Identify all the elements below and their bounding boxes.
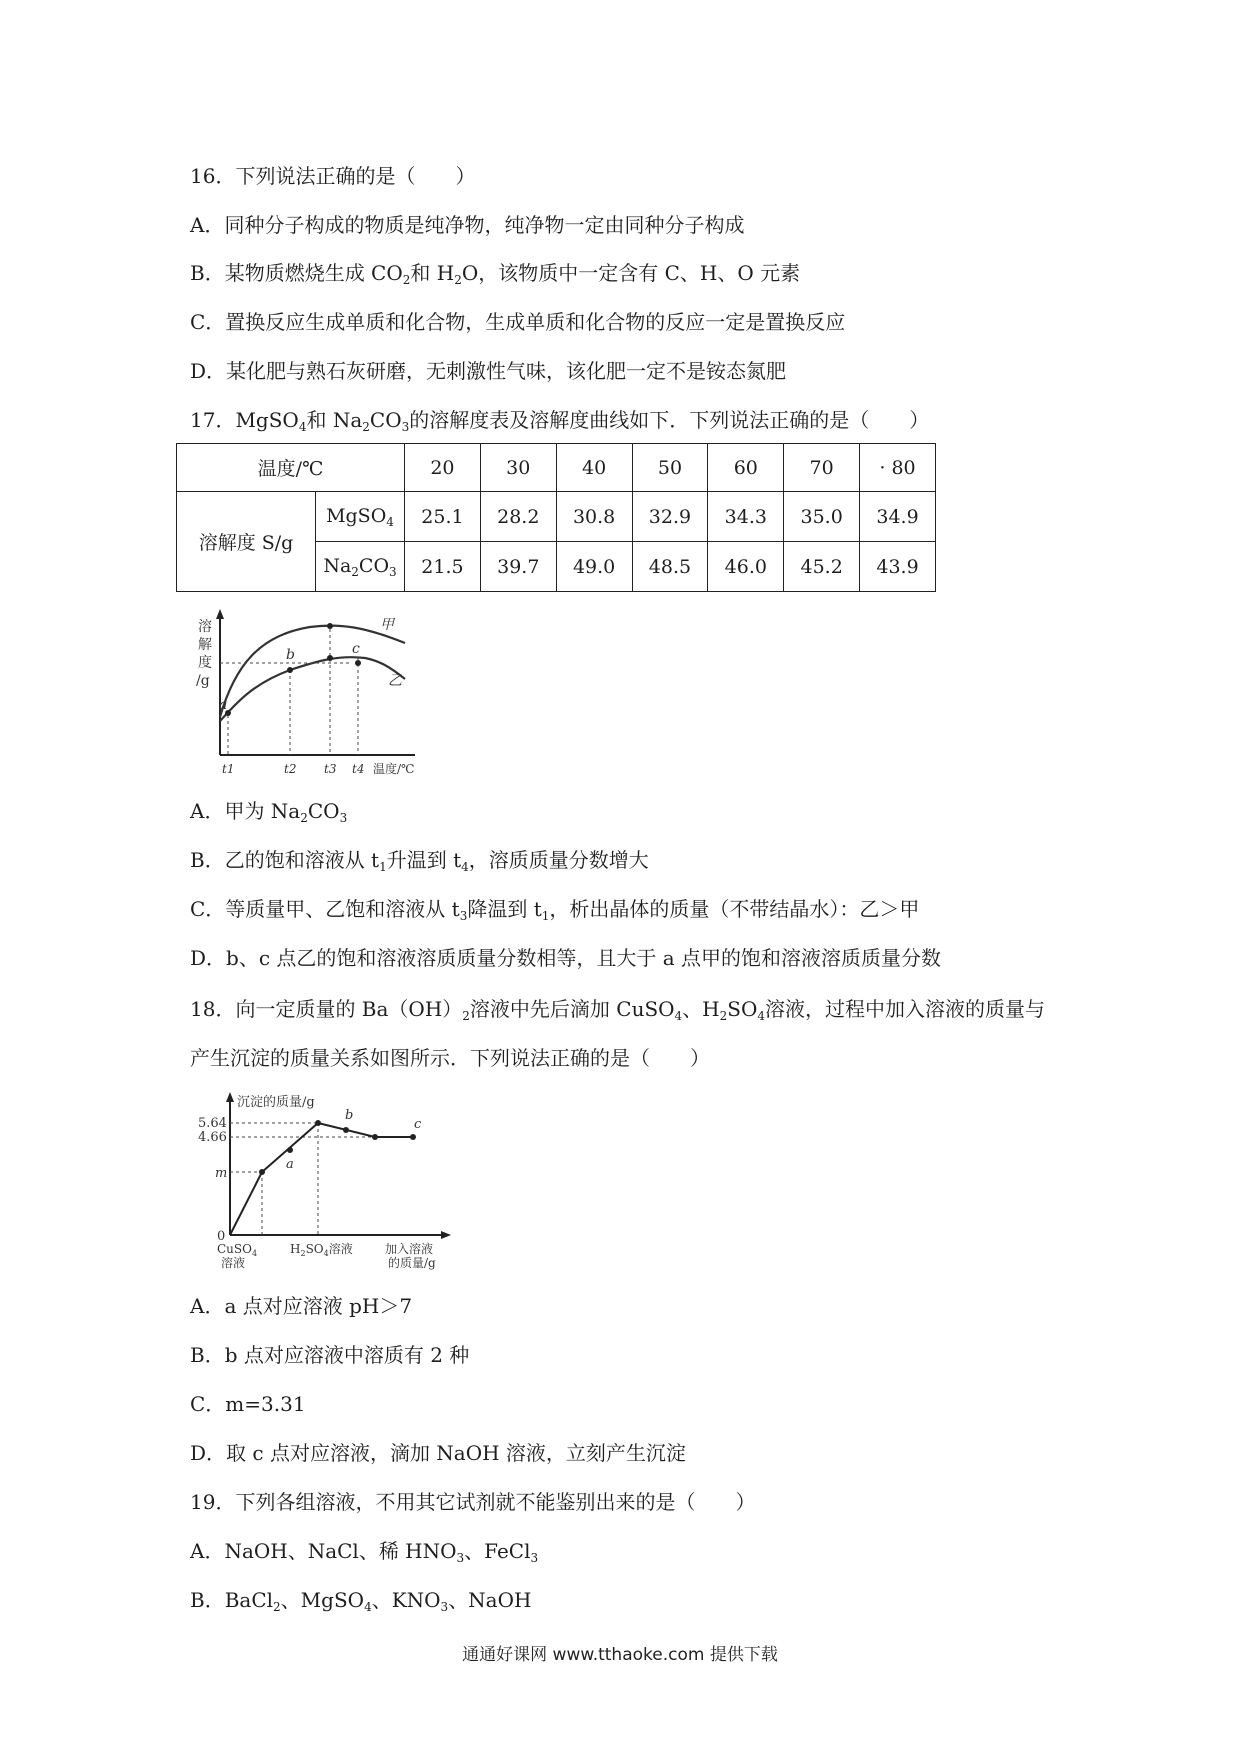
- q18-option-c: C．m=3.31: [190, 1392, 306, 1416]
- curve-label-yi: 乙: [388, 673, 402, 689]
- point-label-a: a: [219, 697, 228, 713]
- data-point: [315, 1120, 321, 1126]
- value-cell: 48.5: [632, 542, 708, 592]
- q18-stem-line1: 18．向一定质量的 $Ba(OH)_2$溶液中先后滴加 CuSO$_4$、$H_2SO_4$溶液，过程中加入溶液的质量与: [190, 997, 1046, 1023]
- tick-t1: t1: [222, 762, 235, 776]
- x-axis-arrow: [441, 1231, 451, 1239]
- q18-option-d: D．取 c 点对应溶液，滴加 NaOH 溶液，立刻产生沉淀: [190, 1441, 686, 1465]
- value-cell: 43.9: [860, 542, 936, 592]
- y-axis-arrow: [226, 1092, 234, 1102]
- q16-stem: 16．下列说法正确的是（ ）: [190, 164, 476, 188]
- point-mid: [327, 655, 333, 661]
- value-cell: 46.0: [708, 542, 784, 592]
- q17-option-a: A．甲为 $Na_2CO_3$: [190, 799, 348, 825]
- q16-option-a: A．同种分子构成的物质是纯净物，纯净物一定由同种分子构成: [190, 213, 745, 237]
- temp-cell: 70: [784, 444, 860, 492]
- point-label-b: b: [286, 647, 295, 663]
- point-label-b: b: [345, 1108, 354, 1123]
- value-cell: 25.1: [405, 492, 481, 542]
- y-tick-label: 4.66: [198, 1130, 227, 1145]
- curve-jia: [220, 626, 405, 717]
- point-label-c: c: [352, 641, 360, 657]
- solubility-table: [176, 443, 936, 592]
- x-axis-label-line2: 的质量/g: [388, 1256, 436, 1270]
- temp-cell: · 80: [860, 444, 936, 492]
- value-cell: 28.2: [480, 492, 556, 542]
- data-point: [372, 1134, 378, 1140]
- y-label-char: 溶: [198, 619, 212, 635]
- y-axis-arrow: [216, 609, 224, 619]
- temp-cell: 30: [480, 444, 556, 492]
- value-cell: 34.9: [860, 492, 936, 542]
- precipitate-chart: [198, 1090, 465, 1270]
- value-cell: 49.0: [556, 542, 632, 592]
- data-point: [259, 1169, 265, 1175]
- tick-t2: t2: [284, 762, 297, 776]
- value-cell: 30.8: [556, 492, 632, 542]
- precipitate-line: [230, 1123, 413, 1235]
- x-axis-label: 温度/℃: [373, 762, 415, 776]
- value-cell: 45.2: [784, 542, 860, 592]
- point-b: [343, 1127, 349, 1133]
- y-label-char: 度: [198, 655, 212, 671]
- temp-cell: 40: [556, 444, 632, 492]
- q18-stem-line2: 产生沉淀的质量关系如图所示．下列说法正确的是（ ）: [190, 1046, 710, 1070]
- row-label-mgso4: MgSO$_4$: [316, 492, 405, 542]
- value-cell: 21.5: [405, 542, 481, 592]
- x-tick-h2so4: $H_2SO_4$溶液: [290, 1242, 353, 1258]
- point-label-a: a: [286, 1157, 294, 1172]
- q16-option-d: D．某化肥与熟石灰研磨，无刺激性气味，该化肥一定不是铵态氮肥: [190, 359, 787, 383]
- y-tick-label: 5.64: [198, 1116, 227, 1131]
- x-tick-cuso4: CuSO$_4$: [217, 1242, 258, 1258]
- x-tick-cuso4-suffix: 溶液: [221, 1256, 246, 1270]
- value-cell: 34.3: [708, 492, 784, 542]
- row-label-na2co3: $Na_2CO_3$: [316, 542, 405, 592]
- q19-option-b: B．BaCl$_2$、MgSO$_4$、$KNO_3$、NaOH: [190, 1588, 532, 1614]
- point-c: [410, 1134, 416, 1140]
- tick-t3: t3: [324, 762, 337, 776]
- tick-t4: t4: [352, 762, 365, 776]
- temp-cell: 60: [708, 444, 784, 492]
- table-header-temp: 温度/℃: [177, 444, 405, 492]
- row-label-solubility: 溶解度 S/g: [177, 492, 316, 592]
- q19-option-a: A．NaOH、NaCl、稀 $HNO_3$、FeCl$_3$: [190, 1539, 539, 1565]
- value-cell: 39.7: [480, 542, 556, 592]
- value-cell: 35.0: [784, 492, 860, 542]
- point-a: [287, 1147, 293, 1153]
- y-axis-label: 沉淀的质量/g: [237, 1095, 315, 1110]
- q18-option-a: A．a 点对应溶液 pH＞7: [190, 1294, 413, 1318]
- q18-option-b: B．b 点对应溶液中溶质有 2 种: [190, 1343, 470, 1367]
- page-footer: 通通好课网 www.tthaoke.com 提供下载: [462, 1645, 778, 1665]
- q16-option-c: C．置换反应生成单质和化合物，生成单质和化合物的反应一定是置换反应: [190, 310, 846, 334]
- solubility-curve-figure: [190, 605, 440, 785]
- value-cell: 32.9: [632, 492, 708, 542]
- point-top: [327, 623, 333, 629]
- temp-cell: 50: [632, 444, 708, 492]
- y-label-char: 解: [198, 637, 212, 653]
- q16-option-b: B．某物质燃烧生成 $CO_2$和 $H_2O$，该物质中一定含有 C、H、O 元素: [190, 261, 801, 287]
- q17-option-d: D．b、c 点乙的饱和溶液溶质质量分数相等，且大于 a 点甲的饱和溶液溶质质量分数: [190, 946, 942, 970]
- point-c: [355, 660, 361, 666]
- curve-yi: [220, 657, 405, 721]
- point-b: [287, 667, 293, 673]
- q19-stem: 19．下列各组溶液，不用其它试剂就不能鉴别出来的是（ ）: [190, 1490, 756, 1514]
- point-label-c: c: [414, 1117, 422, 1132]
- q17-stem: 17．MgSO$_4$和 $Na_2CO_3$的溶解度表及溶解度曲线如下．下列说法正确的是（ ）: [190, 408, 930, 434]
- y-tick-label: m: [215, 1166, 228, 1181]
- curve-label-jia: 甲: [380, 617, 394, 633]
- q17-option-c: C．等质量甲、乙饱和溶液从 $t_3$降温到 $t_1$，析出晶体的质量（不带结晶水）：乙＞甲: [190, 897, 920, 923]
- x-axis-label-line1: 加入溶液: [385, 1242, 434, 1256]
- temp-cell: 20: [405, 444, 481, 492]
- y-tick-label: 0: [217, 1229, 226, 1244]
- q17-option-b: B．乙的饱和溶液从 $t_1$升温到 $t_4$，溶质质量分数增大: [190, 848, 649, 874]
- y-label-char: /g: [196, 673, 210, 689]
